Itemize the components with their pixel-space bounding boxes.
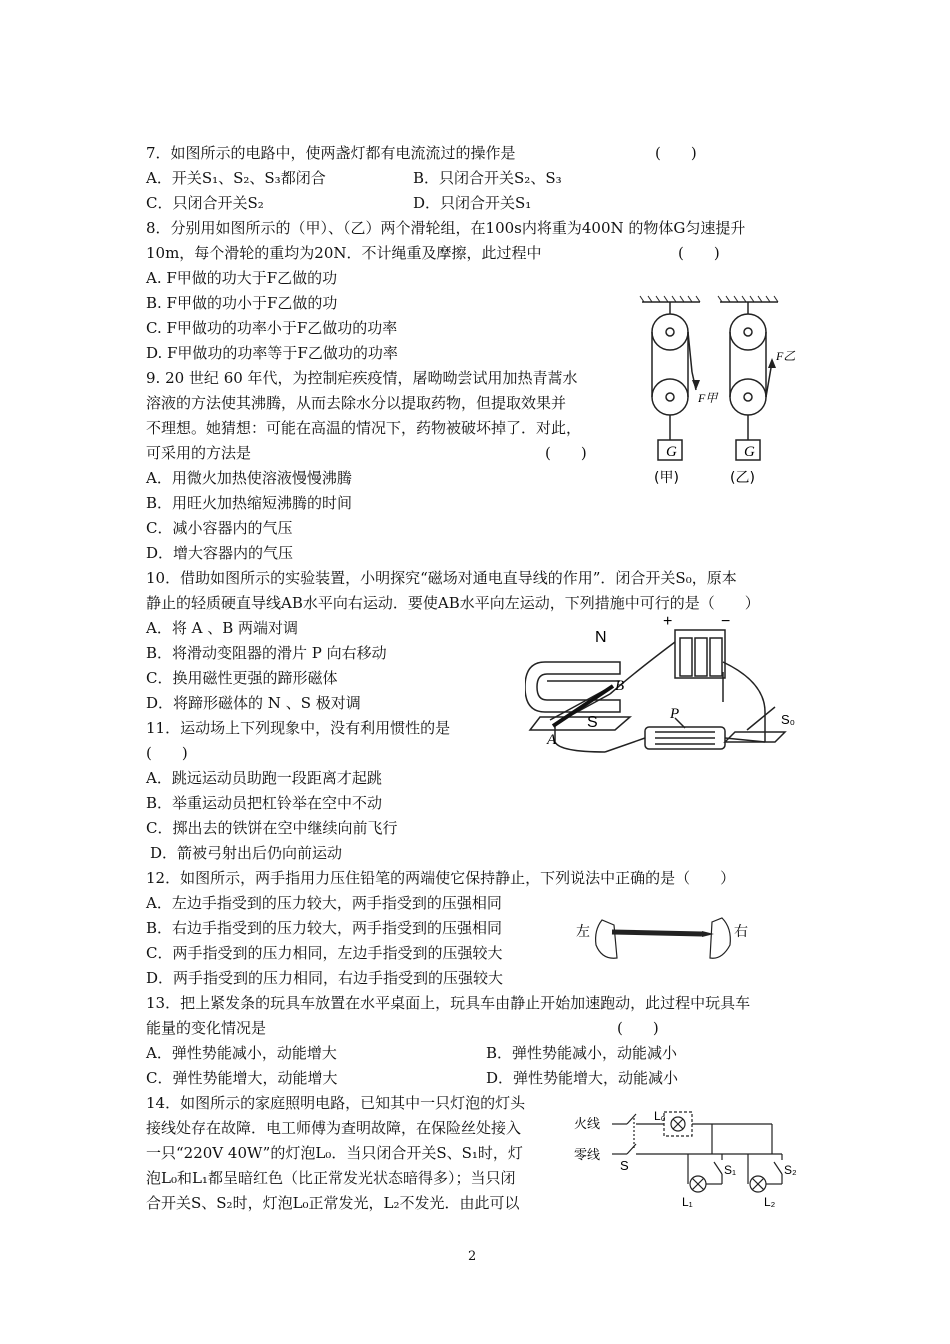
- q7-option-d: D．只闭合开关S₁: [413, 194, 532, 212]
- q13-paren: ( ): [617, 1019, 659, 1037]
- q10-option-a: A．将 A 、B 两端对调: [146, 619, 298, 637]
- pulley-label-yi: (乙): [730, 470, 755, 486]
- q10-option-b: B．将滑动变阻器的滑片 P 向右移动: [146, 644, 387, 662]
- q12-option-a: A．左边手指受到的压力较大，两手指受到的压强相同: [146, 894, 502, 912]
- page-number: 2: [468, 1249, 477, 1264]
- q10-option-c: C．换用磁性更强的蹄形磁体: [146, 669, 338, 687]
- pulley-weight-jia: G: [666, 444, 677, 460]
- q13-option-a: A．弹性势能减小，动能增大: [146, 1044, 337, 1062]
- magnet-experiment-figure: [525, 612, 805, 772]
- q8-option-d: D. F甲做功的功率等于F乙做功的功率: [146, 344, 398, 362]
- pencil-figure: [572, 900, 757, 970]
- q9-paren: ( ): [545, 444, 587, 462]
- q8-paren: ( ): [678, 244, 720, 262]
- q11-option-d: D．箭被弓射出后仍向前运动: [150, 844, 343, 862]
- switch-s-label: S: [620, 1158, 629, 1173]
- q12-option-c: C．两手指受到的压力相同，左边手指受到的压强较大: [146, 944, 503, 962]
- q12-option-b: B．右边手指受到的压力较大，两手指受到的压强相同: [146, 919, 503, 937]
- q8-option-c: C. F甲做功的功率小于F乙做功的功率: [146, 319, 398, 337]
- q8-stem-2: 10m，每个滑轮的重均为20N．不计绳重及摩擦，此过程中: [146, 244, 542, 262]
- switch-s0: S₀: [781, 712, 796, 727]
- q13-option-c: C．弹性势能增大，动能增大: [146, 1069, 338, 1087]
- household-circuit-figure: [572, 1098, 797, 1213]
- q10-stem-1: 10．借助如图所示的实验装置，小明探究“磁场对通电直导线的作用”．闭合开关S₀，原本: [146, 569, 737, 587]
- q9-option-c: C．减小容器内的气压: [146, 519, 293, 537]
- q10-stem-2: 静止的轻质硬直导线AB水平向右运动．要使AB水平向左运动，下列措施中可行的是（ ）: [146, 594, 760, 612]
- switch-s1-label: S₁: [724, 1163, 737, 1177]
- q9-stem-3: 不理想。她猜想：可能在高温的情况下，药物被破坏掉了．对此，: [146, 419, 582, 437]
- q12-option-d: D．两手指受到的压力相同，右边手指受到的压强较大: [146, 969, 504, 987]
- rheostat-slider-p: P: [670, 706, 680, 722]
- q7-paren: ( ): [655, 144, 697, 162]
- neutral-wire-label: 零线: [574, 1148, 601, 1163]
- lamp-l0-label: L₀: [654, 1109, 666, 1123]
- q9-option-d: D．增大容器内的气压: [146, 544, 294, 562]
- battery-minus: −: [721, 613, 731, 630]
- q8-stem-1: 8．分别用如图所示的（甲）、（乙）两个滑轮组，在100s内将重为400N 的物体G匀速提升: [146, 219, 746, 237]
- q7-stem: 7．如图所示的电路中，使两盏灯都有电流流过的操作是: [146, 144, 516, 162]
- rod-end-b: B: [615, 678, 625, 694]
- live-wire-label: 火线: [574, 1117, 601, 1132]
- pencil-left-label: 左: [576, 924, 590, 940]
- magnet-label-n: N: [595, 629, 607, 646]
- q11-option-b: B．举重运动员把杠铃举在空中不动: [146, 794, 383, 812]
- q8-option-a: A. F甲做的功大于F乙做的功: [146, 269, 338, 287]
- q14-stem-5: 合开关S、S₂时，灯泡L₀正常发光，L₂不发光．由此可以: [146, 1194, 520, 1212]
- q7-option-a: A．开关S₁、S₂、S₃都闭合: [146, 169, 326, 187]
- q11-option-c: C．掷出去的铁饼在空中继续向前飞行: [146, 819, 398, 837]
- pencil-right-label: 右: [734, 924, 748, 940]
- pulley-label-jia: (甲): [654, 470, 679, 486]
- q11-option-a: A．跳远运动员助跑一段距离才起跳: [146, 769, 382, 787]
- switch-s2-label: S₂: [784, 1163, 797, 1177]
- q9-option-b: B．用旺火加热缩短沸腾的时间: [146, 494, 353, 512]
- pulley-figure: [630, 292, 800, 492]
- q9-stem-2: 溶液的方法使其沸腾，从而去除水分以提取药物，但提取效果并: [146, 394, 567, 412]
- q7-option-c: C．只闭合开关S₂: [146, 194, 264, 212]
- q12-stem: 12．如图所示，两手指用力压住铅笔的两端使它保持静止，下列说法中正确的是（ ）: [146, 869, 736, 887]
- q14-stem-2: 接线处存在故障．电工师傅为查明故障，在保险丝处接入: [146, 1119, 522, 1137]
- q13-option-d: D．弹性势能增大，动能减小: [486, 1069, 679, 1087]
- pulley-weight-yi: G: [744, 444, 755, 460]
- lamp-l2-label: L₂: [764, 1195, 776, 1209]
- rod-end-a: A: [547, 732, 557, 748]
- q11-stem: 11．运动场上下列现象中，没有利用惯性的是: [146, 719, 451, 737]
- q14-stem-3: 一只“220V 40W”的灯泡L₀．当只闭合开关S、S₁时，灯: [146, 1144, 523, 1162]
- q9-stem-1: 9. 20 世纪 60 年代，为控制疟疾疫情，屠呦呦尝试用加热青蒿水: [146, 369, 578, 387]
- q7-option-b: B．只闭合开关S₂、S₃: [413, 169, 562, 187]
- pulley-force-jia: F甲: [698, 391, 718, 405]
- q13-option-b: B．弹性势能减小，动能减小: [486, 1044, 678, 1062]
- q14-stem-4: 泡L₀和L₁都呈暗红色（比正常发光状态暗得多）；当只闭: [146, 1169, 516, 1187]
- q10-option-d: D．将蹄形磁体的 N 、S 极对调: [146, 694, 361, 712]
- q8-option-b: B. F甲做的功小于F乙做的功: [146, 294, 338, 312]
- q9-option-a: A．用微火加热使溶液慢慢沸腾: [146, 469, 352, 487]
- pulley-force-yi: F乙: [776, 349, 796, 363]
- q11-paren: ( ): [146, 744, 188, 762]
- q13-stem-2: 能量的变化情况是: [146, 1019, 267, 1037]
- q13-stem-1: 13．把上紧发条的玩具车放置在水平桌面上，玩具车由静止开始加速跑动，此过程中玩具车: [146, 994, 751, 1012]
- q14-stem-1: 14．如图所示的家庭照明电路，已知其中一只灯泡的灯头: [146, 1094, 526, 1112]
- magnet-label-s: S: [587, 714, 598, 731]
- lamp-l1-label: L₁: [682, 1195, 693, 1209]
- q9-stem-4: 可采用的方法是: [146, 444, 252, 462]
- battery-plus: +: [663, 613, 673, 630]
